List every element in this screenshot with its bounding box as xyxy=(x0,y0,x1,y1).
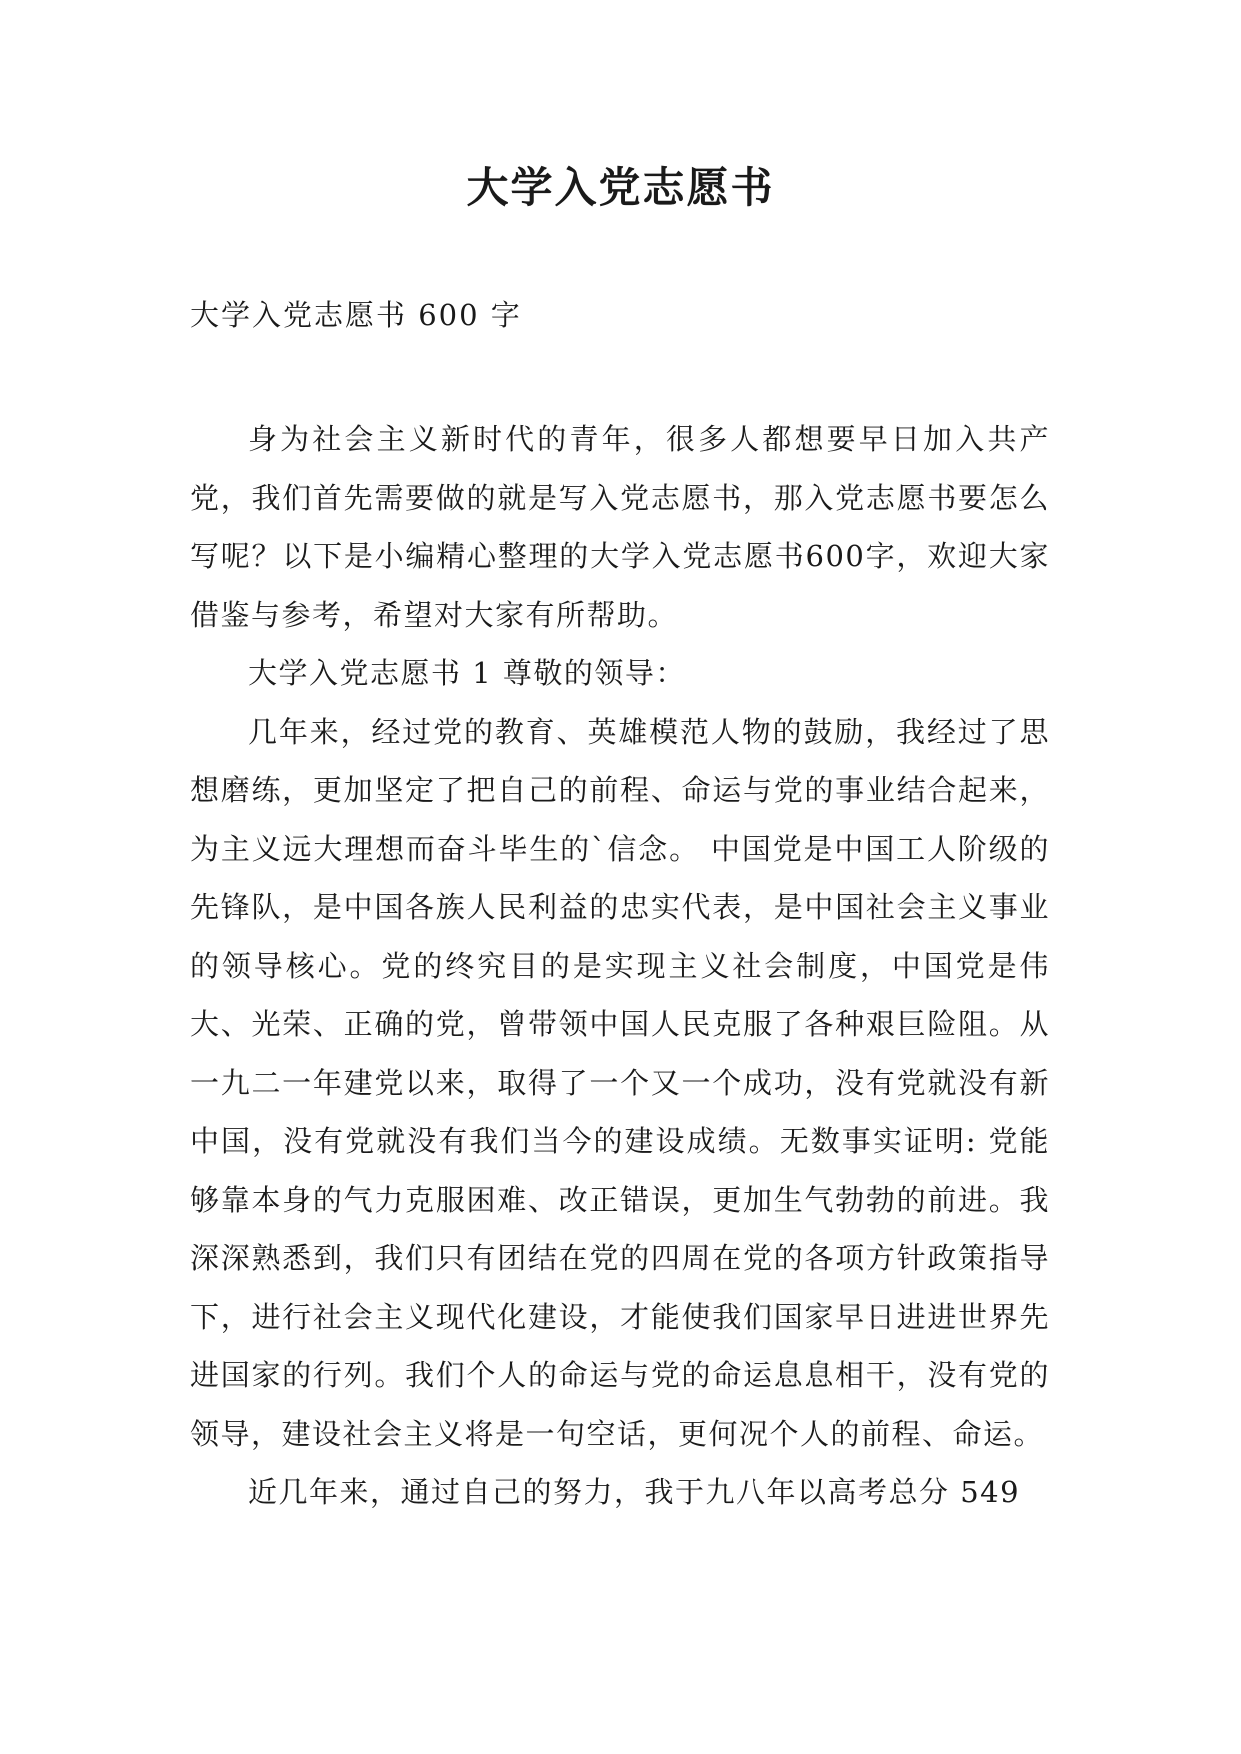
paragraph-intro: 身为社会主义新时代的青年，很多人都想要早日加入共产党，我们首先需要做的就是写入党志愿书，那入党志愿书要怎么写呢？以下是小编精心整理的大学入党志愿书600字，欢迎大家借鉴与参考，希望对大家有所帮助。 xyxy=(190,422,1050,632)
paragraph-continued: 近几年来，通过自己的努力，我于九八年以高考总分 549 xyxy=(248,1475,1021,1509)
paragraph-salutation: 大学入党志愿书 1 尊敬的领导： xyxy=(248,656,686,690)
document-title: 大学入党志愿书 xyxy=(466,163,775,212)
document-subtitle: 大学入党志愿书 600 字 xyxy=(190,298,522,332)
document-body xyxy=(190,410,1050,1522)
paragraph-main: 几年来，经过党的教育、英雄模范人物的鼓励，我经过了思想磨练，更加坚定了把自己的前程、命运与党的事业结合起来，为主义远大理想而奋斗毕生的`信念。 中国党是中国工人阶级的先锋队，是中国各族人民利益的忠实代表，是中国社会主义事业的领导核心。党的终究目的是实现主义社会制度，中国党是伟大、光荣、正确的党，曾带领中国人民克服了各种艰巨险阻。从一九二一年建党以来，取得了一个又一个成功，没有党就没有新中国，没有党就没有我们当今的建设成绩。无数事实证明: 党能够靠本身的气力克服困难、改正错误，更加生气勃勃的前进。我深深熟悉到，我们只有团结在党的四周在党的各项方针政策指导下，进行社会主义现代化建设，才能使我们国家早日进进世界先进国家的行列。我们个人的命运与党的命运息息相干，没有党的领导，建设社会主义将是一句空话，更何况个人的前程、命运。 xyxy=(190,714,1050,1451)
